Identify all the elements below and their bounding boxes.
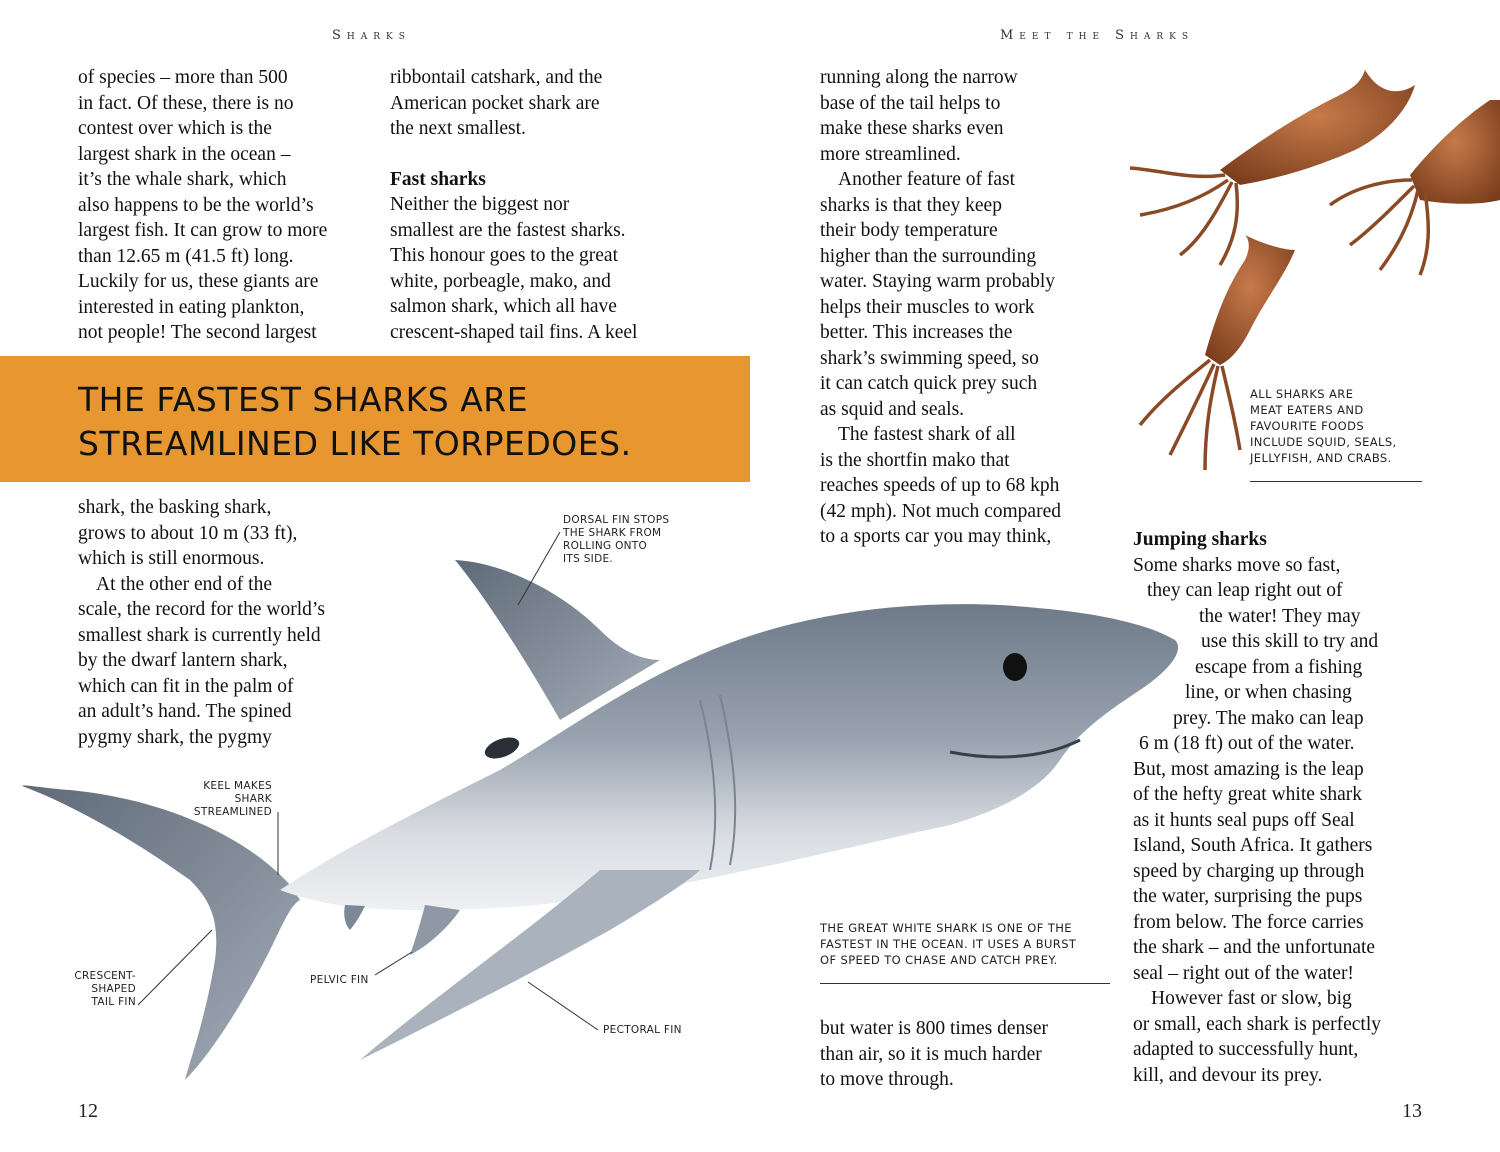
pectoral-fin-label: PECTORAL FIN (603, 1024, 682, 1036)
label-line: CRESCENT- (74, 970, 136, 982)
text-line: white, porbeagle, mako, and (390, 270, 611, 292)
text-line: contest over which is the (78, 118, 272, 139)
text-line: largest fish. It can grow to more (78, 220, 328, 241)
text-line: prey. The mako can leap (1173, 707, 1364, 729)
text-line: which is still enormous. (78, 548, 265, 569)
text-line: Another feature of fast (838, 169, 1016, 190)
shark-body (280, 604, 1178, 910)
text-line: of species – more than 500 (78, 67, 288, 88)
caption-line: JELLYFISH, AND CRABS. (1250, 451, 1392, 465)
squid-caption-rule (1250, 481, 1422, 482)
text-line: salmon shark, which all have (390, 296, 617, 317)
text-line: adapted to successfully hunt, (1133, 1039, 1359, 1060)
text-line: to a sports car you may think, (820, 526, 1052, 547)
text-line: is the shortfin mako that (820, 449, 1010, 471)
running-header-left: Sharks (332, 28, 411, 43)
subheading-jumping-sharks: Jumping sharks (1133, 529, 1267, 550)
pull-quote-line: THE FASTEST SHARKS ARE (78, 380, 529, 419)
text-line: better. This increases the (820, 322, 1013, 343)
squid-caption (1250, 386, 1397, 466)
text-line: it’s the whale shark, which (78, 169, 287, 190)
text-line: 6 m (18 ft) out of the water. (1139, 733, 1355, 754)
text-line: to move through. (820, 1069, 954, 1090)
text-line: base of the tail helps to (820, 92, 1001, 114)
shark-caption-rule (820, 983, 1110, 984)
text-line: the next smallest. (390, 118, 526, 139)
text-line: as it hunts seal pups off Seal (1133, 809, 1355, 831)
text-line: Luckily for us, these giants are (78, 271, 319, 292)
text-line: smallest shark is currently held (78, 624, 321, 646)
text-line: or small, each shark is perfectly (1133, 1013, 1381, 1035)
text-line: higher than the surrounding (820, 245, 1037, 267)
label-line: TAIL FIN (91, 996, 136, 1008)
column-3-text (820, 65, 1120, 550)
text-line: But, most amazing is the leap (1133, 758, 1364, 780)
text-line: an adult’s hand. The spined (78, 701, 292, 722)
caption-line: FAVOURITE FOODS (1250, 419, 1365, 433)
text-line: largest shark in the ocean – (78, 143, 291, 165)
caption-line: FASTEST IN THE OCEAN. IT USES A BURST (820, 937, 1077, 951)
text-line: This honour goes to the great (390, 245, 618, 266)
text-line: escape from a fishing (1195, 656, 1363, 678)
dorsal-fin-label (563, 514, 669, 566)
text-line: it can catch quick prey such (820, 373, 1038, 394)
text-line: At the other end of the (96, 573, 272, 595)
text-line: The fastest shark of all (838, 424, 1016, 445)
text-line: interested in eating plankton, (78, 296, 305, 318)
text-line: but water is 800 times denser (820, 1018, 1048, 1039)
label-line: THE SHARK FROM (563, 527, 662, 539)
text-line: Neither the biggest nor (390, 194, 570, 215)
text-line: water. Staying warm probably (820, 271, 1056, 292)
text-line: shark, the basking shark, (78, 497, 272, 518)
text-line: shark’s swimming speed, so (820, 347, 1039, 369)
pull-quote-line: STREAMLINED LIKE TORPEDOES. (78, 424, 632, 463)
text-line: of the hefty great white shark (1133, 784, 1363, 805)
text-line: they can leap right out of (1147, 580, 1343, 601)
page-number-left: 12 (78, 1100, 98, 1122)
text-line: in fact. Of these, there is no (78, 92, 294, 114)
keel-label (170, 780, 272, 819)
text-line: make these sharks even (820, 118, 1004, 139)
label-line: DORSAL FIN STOPS (563, 514, 670, 526)
label-line: STREAMLINED (193, 806, 272, 818)
caption-line: OF SPEED TO CHASE AND CATCH PREY. (820, 953, 1058, 967)
text-line: kill, and devour its prey. (1133, 1064, 1323, 1086)
text-line: pygmy shark, the pygmy (78, 726, 272, 748)
text-line: than air, so it is much harder (820, 1043, 1042, 1065)
text-line: use this skill to try and (1201, 631, 1379, 652)
label-line: ROLLING ONTO (563, 540, 648, 552)
text-line: their body temperature (820, 220, 998, 241)
label-line: KEEL MAKES (203, 780, 272, 792)
text-line: also happens to be the world’s (78, 194, 314, 216)
text-line: as squid and seals. (820, 398, 965, 420)
caption-line: ALL SHARKS ARE (1250, 387, 1354, 401)
text-line: not people! The second largest (78, 322, 317, 343)
text-line: by the dwarf lantern shark, (78, 650, 288, 671)
column-4-text (1133, 527, 1463, 1088)
text-line: the water! They may (1199, 605, 1361, 627)
text-line: However fast or slow, big (1151, 988, 1352, 1009)
text-line: Some sharks move so fast, (1133, 554, 1341, 576)
text-line: line, or when chasing (1185, 682, 1352, 703)
text-line: crescent-shaped tail fins. A keel (390, 321, 638, 343)
text-line: Island, South Africa. It gathers (1133, 835, 1373, 856)
text-line: the water, surprising the pups (1133, 886, 1363, 907)
text-line: from below. The force carries (1133, 911, 1364, 933)
text-line: American pocket shark are (390, 92, 600, 114)
shark-eye (1003, 653, 1027, 681)
text-line: seal – right out of the water! (1133, 962, 1354, 984)
text-line: sharks is that they keep (820, 194, 1002, 216)
text-line: smallest are the fastest sharks. (390, 219, 626, 241)
page-number-right: 13 (1402, 1100, 1422, 1122)
shark-caption (820, 920, 1076, 968)
text-line: running along the narrow (820, 67, 1018, 88)
text-line: more streamlined. (820, 143, 961, 165)
text-line: helps their muscles to work (820, 296, 1035, 318)
text-line: than 12.65 m (41.5 ft) long. (78, 245, 294, 267)
text-line: grows to about 10 m (33 ft), (78, 522, 298, 544)
text-line: ribbontail catshark, and the (390, 67, 603, 88)
column-3-bottom-text (820, 1016, 1120, 1093)
shark-pelvic-fin (410, 905, 460, 955)
label-line: ITS SIDE. (563, 553, 614, 565)
text-line: (42 mph). Not much compared (820, 500, 1061, 522)
shark-tail-fin (22, 785, 300, 1080)
column-1-bottom-text (78, 495, 378, 750)
label-line: SHARK (234, 793, 272, 805)
pull-quote-banner (0, 356, 750, 482)
text-line: the shark – and the unfortunate (1133, 937, 1376, 958)
tail-fin-label (60, 970, 136, 1009)
text-line: speed by charging up through (1133, 860, 1365, 882)
text-line: which can fit in the palm of (78, 675, 294, 697)
subheading-fast-sharks: Fast sharks (390, 168, 486, 190)
text-line: scale, the record for the world’s (78, 599, 325, 620)
text-line: reaches speeds of up to 68 kph (820, 475, 1060, 496)
caption-line: MEAT EATERS AND (1250, 403, 1364, 417)
label-line: SHAPED (91, 983, 136, 995)
pull-quote-text (78, 378, 632, 466)
caption-line: INCLUDE SQUID, SEALS, (1250, 435, 1397, 449)
column-1-top-text (78, 65, 378, 346)
caption-line: THE GREAT WHITE SHARK IS ONE OF THE (820, 921, 1072, 935)
column-2-top-text (390, 65, 690, 345)
running-header-right: Meet the Sharks (1000, 28, 1195, 43)
pelvic-fin-label: PELVIC FIN (310, 974, 369, 986)
